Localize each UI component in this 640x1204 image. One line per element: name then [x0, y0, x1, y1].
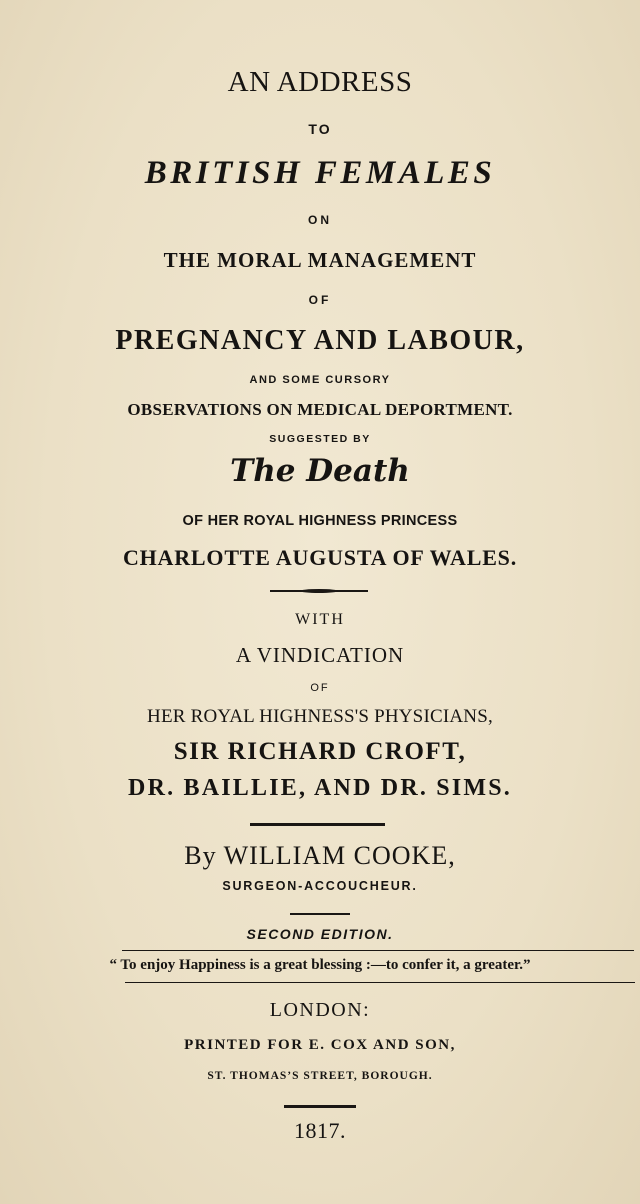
- author-name: WILLIAM COOKE,: [223, 841, 456, 870]
- short-rule: [290, 913, 350, 915]
- thick-rule: [250, 823, 385, 826]
- imprint-printer: PRINTED FOR E. COX AND SON,: [184, 1037, 456, 1053]
- imprint-city: LONDON:: [269, 999, 371, 1021]
- author-by: By: [184, 841, 217, 870]
- title-line-richard-croft: SIR RICHARD CROFT,: [173, 738, 467, 765]
- title-line-observations: OBSERVATIONS ON MEDICAL DEPORTMENT.: [127, 400, 513, 419]
- ornamental-rule-1-swell: [300, 589, 338, 593]
- title-line-of-1: OF: [308, 293, 332, 307]
- title-line-vindication: A VINDICATION: [235, 643, 405, 667]
- title-line-suggested-by: SUGGESTED BY: [269, 433, 371, 445]
- author-line: [0, 843, 640, 869]
- title-line-an-address: AN ADDRESS: [227, 66, 413, 98]
- title-line-charlotte-augusta: CHARLOTTE AUGUSTA OF WALES.: [122, 545, 518, 570]
- title-line-princess: OF HER ROYAL HIGHNESS PRINCESS: [182, 513, 458, 529]
- imprint-address: ST. THOMAS’S STREET, BOROUGH.: [207, 1070, 433, 1082]
- author-title: SURGEON-ACCOUCHEUR.: [222, 879, 418, 893]
- imprint-year: 1817.: [294, 1118, 346, 1143]
- title-line-of-2: OF: [310, 682, 330, 694]
- title-line-on: ON: [308, 213, 332, 227]
- title-line-physicians: HER ROYAL HIGHNESS'S PHYSICIANS,: [147, 706, 493, 727]
- edition-line: SECOND EDITION.: [246, 926, 394, 942]
- title-line-moral-management: THE MORAL MANAGEMENT: [163, 248, 477, 272]
- title-line-with: WITH: [295, 611, 345, 628]
- motto: “ To enjoy Happiness is a great blessing :—to confer it, a greater.”: [109, 957, 531, 973]
- title-line-british-females: BRITISH FEMALES: [144, 155, 496, 191]
- motto-rule-top: [122, 950, 634, 951]
- title-line-baillie-sims: DR. BAILLIE, AND DR. SIMS.: [128, 775, 512, 801]
- motto-rule-bottom: [125, 982, 635, 983]
- year-rule: [284, 1105, 356, 1108]
- title-line-cursory: AND SOME CURSORY: [249, 374, 391, 386]
- title-line-pregnancy-and-labour: PREGNANCY AND LABOUR,: [115, 325, 525, 356]
- title-line-the-death: The Death: [230, 453, 410, 489]
- title-line-to: TO: [308, 121, 332, 137]
